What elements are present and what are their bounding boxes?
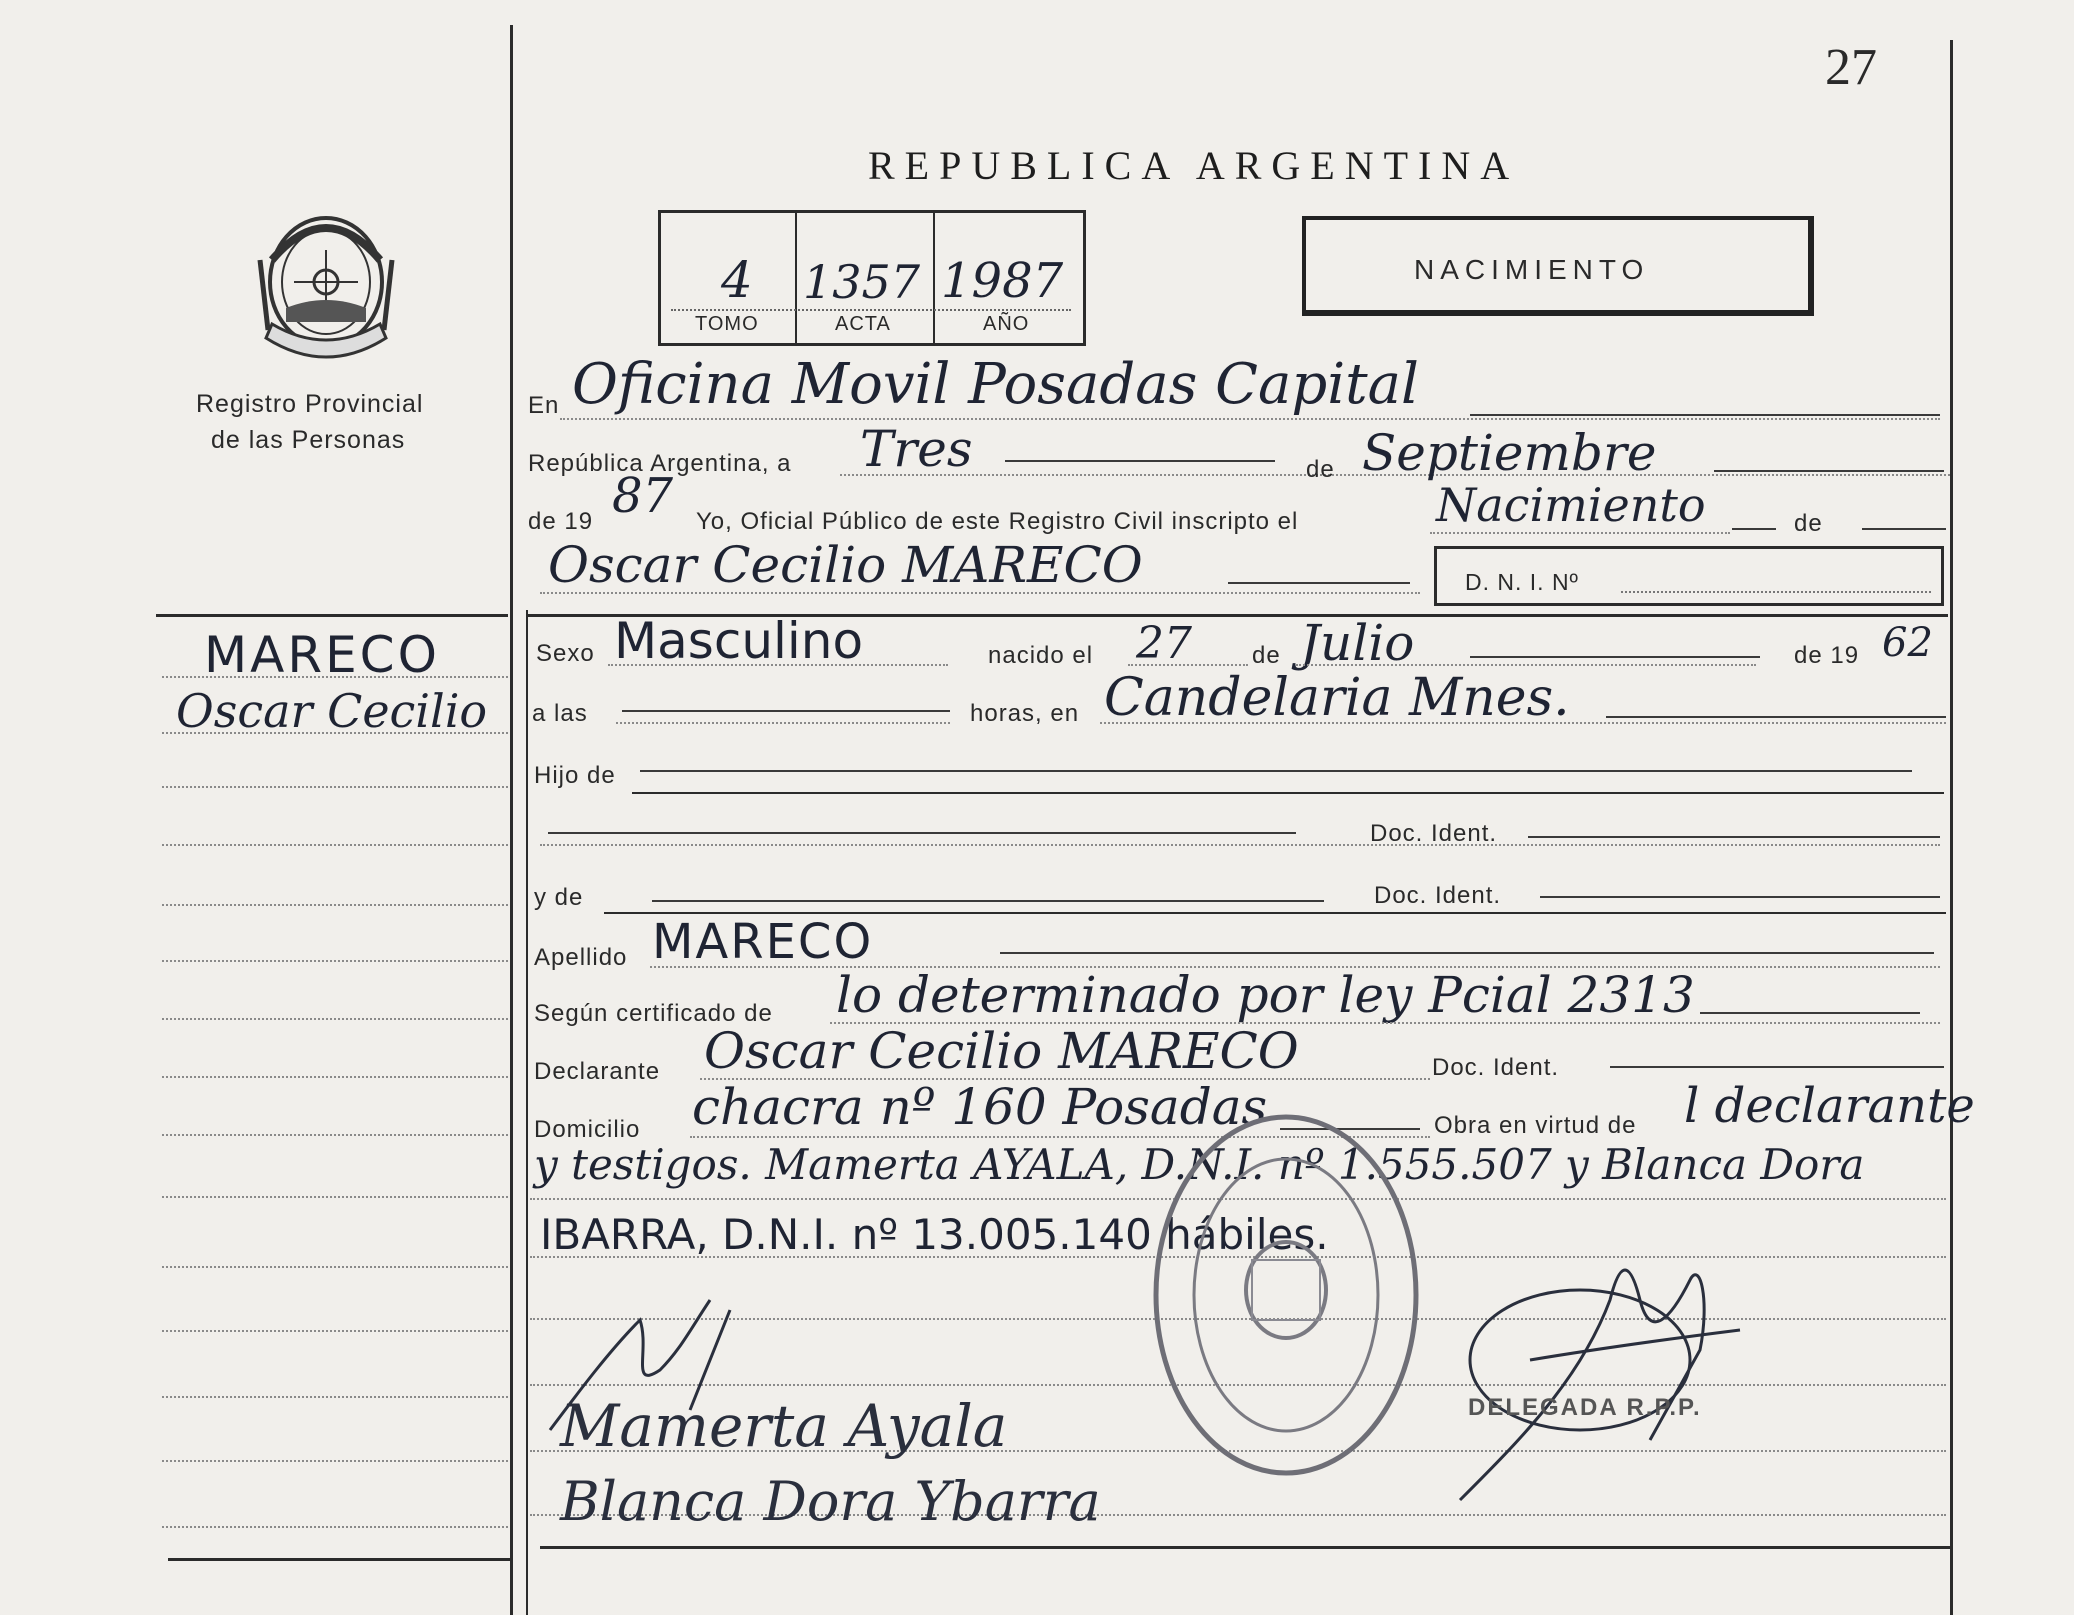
label-segun-certificado: Según certificado de [534, 1000, 773, 1027]
value-mes-nac: Julio [1300, 614, 1415, 672]
value-certificado: lo determinado por ley Pcial 2313 [836, 966, 1695, 1024]
label-sexo: Sexo [536, 640, 595, 667]
anio-value: 1987 [941, 253, 1064, 309]
label-nacido-el: nacido el [988, 642, 1094, 669]
value-domicilio: chacra nº 160 Posadas [692, 1078, 1268, 1136]
officer-stamp-text: DELEGADA R.P.P. [1468, 1394, 1702, 1421]
province-seal [252, 200, 400, 370]
registry-stamp [1148, 1110, 1424, 1480]
label-domicilio: Domicilio [534, 1116, 641, 1143]
record-type-box [1302, 216, 1814, 316]
hijo-de-line [640, 770, 1912, 772]
label-de-anio-nac: de 19 [1794, 642, 1860, 669]
record-type: NACIMIENTO [1414, 254, 1650, 285]
value-anio-nac-suffix: 62 [1882, 620, 1933, 666]
value-dia: Tres [860, 420, 973, 478]
value-sexo: Masculino [614, 612, 864, 670]
margin-given-names: Oscar Cecilio [176, 684, 488, 738]
label-doc-ident-3: Doc. Ident. [1432, 1054, 1560, 1081]
label-doc-ident-2: Doc. Ident. [1374, 882, 1502, 909]
tomo-value: 4 [721, 251, 753, 309]
margin-rule-right [526, 610, 528, 1615]
label-de-after: de [1794, 510, 1823, 537]
witness-scribble [540, 1290, 820, 1440]
value-testigos-1: y testigos. Mamerta AYALA, D.N.I. nº 1.555.507 y Blanca Dora [534, 1140, 1865, 1189]
label-hijo-de: Hijo de [534, 762, 616, 789]
label-de-dia: de [1252, 642, 1281, 669]
label-apellido: Apellido [534, 944, 628, 971]
label-doc-ident-1: Doc. Ident. [1370, 820, 1498, 847]
value-lugar: Oficina Movil Posadas Capital [572, 352, 1419, 417]
value-testigos-2: IBARRA, D.N.I. nº 13.005.140 hábiles. [540, 1210, 1329, 1259]
label-de-anio: de 19 [528, 508, 594, 535]
value-apellido: MARECO [652, 914, 874, 970]
form-rule-right [1950, 40, 1953, 1615]
value-nombre: Oscar Cecilio MARECO [548, 536, 1143, 594]
label-a-las: a las [532, 700, 588, 727]
acta-label: ACTA [835, 313, 891, 335]
value-lugar-nac: Candelaria Mnes. [1104, 668, 1570, 728]
registry-name-2: de las Personas [211, 426, 406, 454]
record-number-box [658, 210, 1086, 346]
registry-name-1: Registro Provincial [196, 390, 424, 418]
label-obra-virtud: Obra en virtud de [1434, 1112, 1637, 1139]
value-obra-virtud: l declarante [1684, 1078, 1975, 1134]
label-declarante: Declarante [534, 1058, 661, 1085]
value-mes: Septiembre [1362, 424, 1657, 482]
margin-rule-left [510, 25, 513, 1615]
value-dia-nac: 27 [1136, 618, 1192, 669]
label-en: En [528, 392, 560, 419]
label-dni: D. N. I. Nº [1465, 569, 1579, 595]
witness-signature-1: Mamerta Ayala [560, 1392, 1008, 1460]
label-de-mes: de [1306, 456, 1335, 483]
tomo-label: TOMO [695, 313, 759, 335]
page-number: 27 [1825, 39, 1877, 96]
anio-label: AÑO [983, 313, 1030, 335]
value-inscripto: Nacimiento [1436, 478, 1706, 532]
dni-box [1434, 546, 1944, 606]
value-declarante: Oscar Cecilio MARECO [704, 1022, 1299, 1080]
witness-signature-2: Blanca Dora Ybarra [560, 1470, 1101, 1533]
label-y-de: y de [534, 884, 584, 911]
label-horas-en: horas, en [970, 700, 1080, 727]
margin-header-rule [156, 614, 508, 617]
margin-surname: MARECO [204, 626, 440, 684]
country-title: REPUBLICA ARGENTINA [868, 143, 1520, 188]
value-anio-suffix: 87 [612, 468, 674, 524]
label-yo-oficial: Yo, Oficial Público de este Registro Civil inscripto el [696, 508, 1299, 535]
acta-value: 1357 [803, 255, 921, 309]
label-republica: República Argentina, a [528, 450, 792, 477]
officer-signature [1440, 1240, 1780, 1520]
